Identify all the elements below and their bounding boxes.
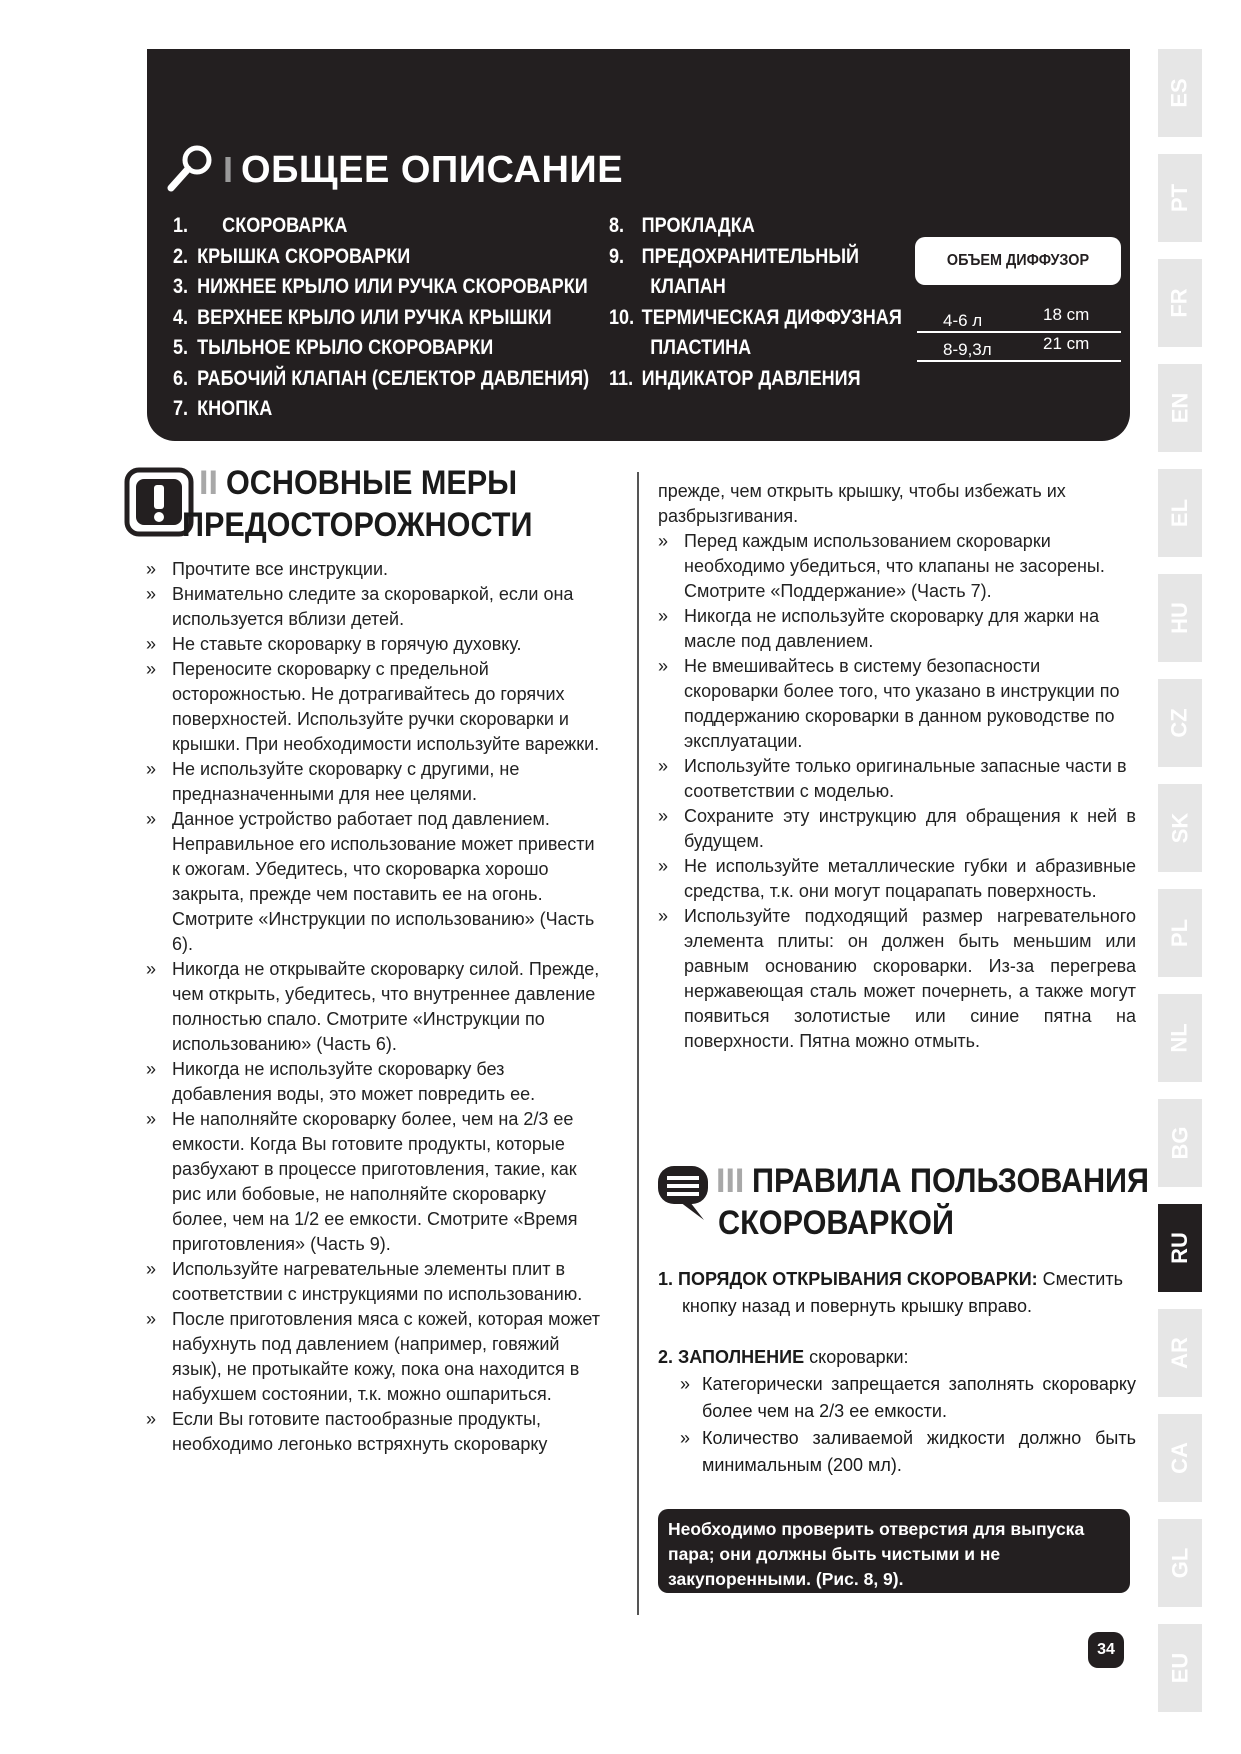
lang-tab-ru[interactable]: RU [1158,1204,1202,1292]
general-description-panel [147,49,1130,441]
list-item: » Используйте нагревательные элементы плит в соответствии с инструкциями по использованию. [146,1257,606,1307]
lang-tab-gl[interactable]: GL [1158,1519,1202,1607]
list-item: » Не наполняйте скороварку более, чем на 2/3 ее емкости. Когда Вы готовите продукты, которые разбухают в процессе приготовления, такие, как рис или бобовые, не наполняйте скороварку более, чем на 1/2 ее емкости. Смотрите «Время приготовления» (Часть 9). [146,1107,606,1257]
parts-list-left [173,211,589,425]
rules-content [658,1266,1136,1503]
diffuser-value: 18 cm [1043,305,1090,324]
lang-tab-ar[interactable]: AR [1158,1309,1202,1397]
list-item: » Сохраните эту инструкцию для обращения к ней в будущем. [658,804,1136,854]
list-item: 1. СКОРОВАРКА [173,214,348,237]
rule-item-opening: 1. ПОРЯДОК ОТКРЫВАНИЯ СКОРОВАРКИ: Сместить кнопку назад и повернуть крышку вправо. [658,1269,1123,1316]
section-title-line2: ПРЕДОСТОРОЖНОСТИ [181,506,533,544]
lang-tab-cz[interactable]: CZ [1158,679,1202,767]
volume-value: 8-9,3л [943,340,992,359]
list-item: » Прочтите все инструкции. [146,557,606,582]
list-item: 8. ПРОКЛАДКА [609,214,755,237]
list-item: 3. НИЖНЕЕ КРЫЛО ИЛИ РУЧКА СКОРОВАРКИ [173,275,588,298]
list-item: 9. ПРЕДОХРАНИТЕЛЬНЫЙ [609,244,859,268]
rule-item-filling: 2. ЗАПОЛНЕНИЕ скороварки: » Категорически запрещается заполнять скороварку более чем на 2/3 ее емкости. » Количество заливаемой жидкости должно быть минимальным (200 мл). [658,1344,1136,1479]
volume-value: 4-6 л [943,311,983,330]
section-number: III [716,1162,745,1200]
volume-table-row [917,332,1121,362]
diffuser-value: 21 cm [1043,334,1090,353]
list-item: 5. ТЫЛЬНОЕ КРЫЛО СКОРОВАРКИ [173,336,494,359]
list-item: » Не используйте скороварку с другими, не предназначенными для нее целями. [146,757,606,807]
page-number: 34 [1088,1632,1124,1668]
list-item: » Категорически запрещается заполнять скороварку более чем на 2/3 ее емкости. [658,1371,1136,1425]
list-item: » Никогда не открывайте скороварку силой. Прежде, чем открыть, убедитесь, что внутреннее давление полностью спало. Смотрите «Инструкции по использованию» (Часть 6). [146,957,606,1057]
lang-tab-en[interactable]: EN [1158,364,1202,452]
list-item: » Переносите скороварку с предельной осторожностью. Не дотрагивайтесь до горячих поверхностей. Используйте ручки скороварки и крышки. При необходимости используйте варежки. [146,657,606,757]
list-item: » Количество заливаемой жидкости должно быть минимальным (200 мл). [658,1425,1136,1479]
list-item: 2. КРЫШКА СКОРОВАРКИ [173,244,411,268]
list-item: 6. РАБОЧИЙ КЛАПАН (СЕЛЕКТОР ДАВЛЕНИЯ) [173,366,590,390]
volume-table-header: ОБЪЕМ ДИФФУЗОР [915,237,1121,285]
list-item: 4. ВЕРХНЕЕ КРЫЛО ИЛИ РУЧКА КРЫШКИ [173,305,552,329]
list-item: » Используйте только оригинальные запасные части в соответствии с моделью. [658,754,1136,804]
list-item: » Не используйте металлические губки и абразивные средства, т.к. они могут поцарапать поверхность. [658,854,1136,904]
lang-tab-es[interactable]: ES [1158,49,1202,137]
section-title-line1: ПРАВИЛА ПОЛЬЗОВАНИЯ [752,1162,1150,1200]
section-title-line1: ОСНОВНЫЕ МЕРЫ [225,464,518,502]
lang-tab-bg[interactable]: BG [1158,1099,1202,1187]
list-item: » Не ставьте скороварку в горячую духовку. [146,632,606,657]
list-item: » Используйте подходящий размер нагревательного элемента плиты: он должен быть меньшим или равным основанию скороварки. Из-за перегрева нержавеющая сталь может почернеть, а также могут появиться золотистые или синие пятна на поверхности. Пятна можно отмыть. [658,904,1136,1054]
rules-heading [656,1160,1194,1244]
list-item: » Никогда не используйте скороварку для жарки на масле под давлением. [658,604,1136,654]
section-title-line2: СКОРОВАРКОЙ [718,1204,955,1242]
lang-tab-eu[interactable]: EU [1158,1624,1202,1712]
section-number: II [199,464,218,502]
parts-list-right [609,211,902,394]
column-divider [637,472,639,1615]
list-item: 11. ИНДИКАТОР ДАВЛЕНИЯ [609,366,861,390]
speech-bubble-icon [656,1162,710,1224]
lang-tab-fr[interactable]: FR [1158,259,1202,347]
lang-tab-pl[interactable]: PL [1158,889,1202,977]
general-description-heading [163,145,623,195]
lang-tab-ca[interactable]: CA [1158,1414,1202,1502]
wrench-icon [163,144,215,196]
precautions-right-column [658,479,1136,1054]
list-item-continuation: прежде, чем открыть крышку, чтобы избежать их разбрызгивания. [658,481,1066,526]
precautions-left-column [146,557,606,1457]
lang-tab-hu[interactable]: HU [1158,574,1202,662]
lang-tab-nl[interactable]: NL [1158,994,1202,1082]
list-item-continuation: ПЛАСТИНА [650,336,752,359]
list-item: » Перед каждым использованием скороварки необходимо убедиться, что клапаны не засорены. Смотрите «Поддержание» (Часть 7). [658,529,1136,604]
section-number: I [223,149,234,190]
lang-tab-sk[interactable]: SK [1158,784,1202,872]
lang-tab-el[interactable]: EL [1158,469,1202,557]
list-item: » Не вмешивайтесь в систему безопасности скороварки более того, что указано в инструкции по поддержанию скороварки в данном руководстве по эксплуатации. [658,654,1136,754]
list-item: 10. ТЕРМИЧЕСКАЯ ДИФФУЗНАЯ [609,305,902,329]
list-item: » Внимательно следите за скороваркой, если она используется вблизи детей. [146,582,606,632]
list-item: » После приготовления мяса с кожей, которая может набухнуть под давлением (например, говяжий язык), не протыкайте кожу, пока она находится в набухшем состоянии, т.к. можно ошпариться. [146,1307,606,1407]
section-title: ОБЩЕЕ ОПИСАНИЕ [241,148,624,191]
lang-tab-pt[interactable]: PT [1158,154,1202,242]
list-item: » Никогда не используйте скороварку без добавления воды, это может повредить ее. [146,1057,606,1107]
volume-table-row [917,303,1121,333]
list-item-continuation: КЛАПАН [650,275,726,298]
precautions-heading [123,462,571,546]
list-item: » Если Вы готовите пастообразные продукты, необходимо легонько встряхнуть скороварку [146,1407,606,1457]
note-box: Необходимо проверить отверстия для выпуска пара; они должны быть чистыми и не закупоренными. (Рис. 8, 9). [658,1509,1130,1593]
list-item: » Данное устройство работает под давлением. Неправильное его использование может привести к ожогам. Убедитесь, что скороварка хорошо закрыта, прежде чем поставить ее на огонь. Смотрите «Инструкции по использованию» (Часть 6). [146,807,606,957]
list-item: 7. КНОПКА [173,397,273,420]
